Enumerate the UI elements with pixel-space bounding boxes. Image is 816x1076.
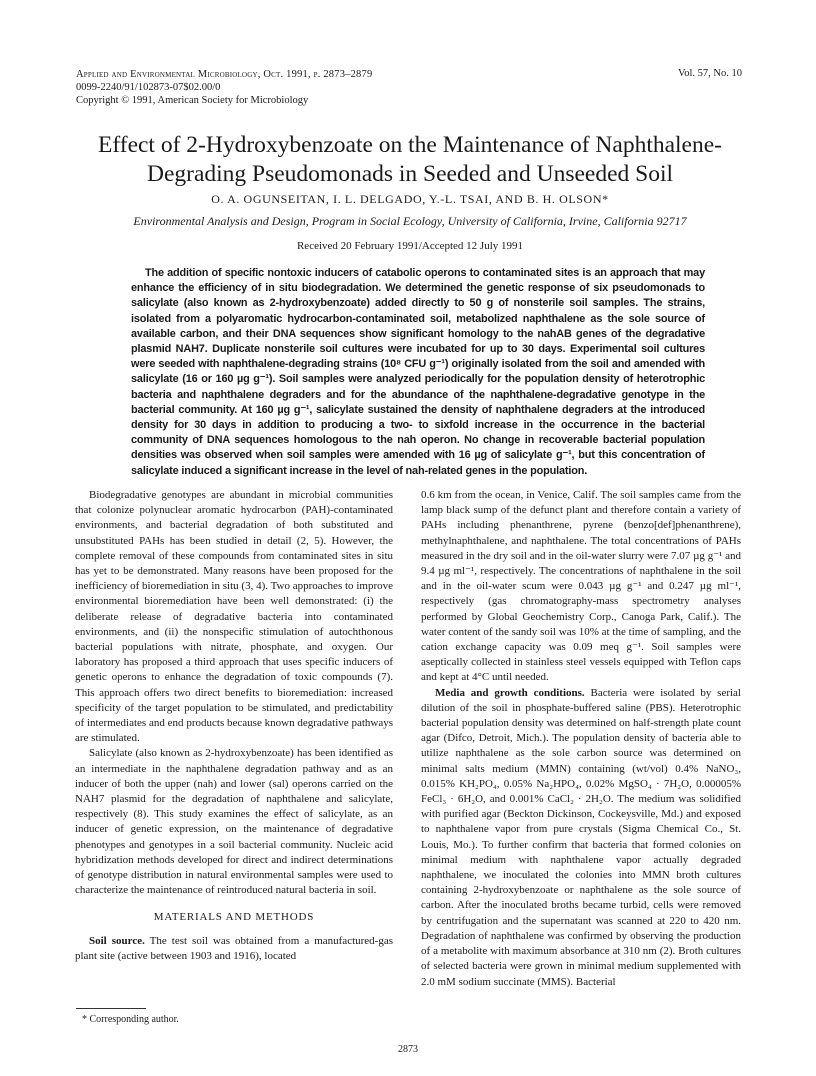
footnote-rule (76, 1008, 146, 1009)
right-column (421, 488, 741, 990)
page-number: 2873 (398, 1044, 418, 1055)
soil-details-paragraph: 0.6 km from the ocean, in Venice, Calif. The soil samples came from the lamp black sump of the defunct plant and therefore contain a variety of PAHs including phenanthrene, pyrene (benzo[def]phenanthrene), methylnaphthalene, and naphthalene. The total concentrations of PAHs measured in the dry soil and in the oil-water slurry were 7.07 µg g⁻¹ and 9.4 µg ml⁻¹, respectively. The concentrations of naphthalene in the soil and in the oil-water scum were 0.043 µg g⁻¹ and 0.247 µg ml⁻¹, respectively (gas chromatography-mass spectrometry analyses performed by Global Geochemistry Corp., Canoga Park, Calif.). The water content of the sandy soil was 10% at the time of sampling, and the cation exchange capacity was 0.09 meq g⁻¹. Soil samples were aseptically collected in stainless steel vessels equipped with Teflon caps and kept at 4°C until needed. (421, 489, 741, 684)
affiliation: Environmental Analysis and Design, Program in Social Ecology, University of California, Irvine, California 92717 (133, 214, 687, 228)
footnote: * Corresponding author. (82, 1014, 179, 1025)
author-list: O. A. OGUNSEITAN, I. L. DELGADO, Y.-L. TSAI, AND B. H. OLSON* (211, 192, 609, 206)
media-text: Bacteria were isolated by serial dilution of the soil in phosphate-buffered saline (PBS). Heterotrophic bacterial population density was determined on half-strength plate count agar (Difco, Detroit, Mich.). The population density of bacteria able to utilize naphthalene as the sole carbon source was determined on minimal salts medium (MMN) containing (wt/vol) 0.4% NaNO₃, 0.015% KH₂PO₄, 0.05% Na₂HPO₄, 0.02% MgSO₄ · 7H₂O, 0.00005% FeCl₃ · 6H₂O, and 0.001% CaCl₂ · 2H₂O. The medium was solidified with purified agar (Beckton Dickinson, Cockeysville, Md.) and exposed to naphthalene vapor from pure crystals (Sigma Chemical Co., St. Louis, Mo.). To further confirm that bacteria that formed colonies on minimal medium with naphthalene vapor actually degraded naphthalene, we inoculated the colonies into MMN broth cultures containing 2-hydroxybenzoate or naphthalene as the sole source of carbon. After the inoculated broths became turbid, cells were removed by centrifugation and the supernatant was scanned at 220 to 420 nm. Degradation of naphthalene was confirmed by observing the production of a metabolite with maximum absorbance at 310 nm (2). Broth cultures of selected bacteria were grown in minimal medium supplemented with 2.0 mM sodium succinate (MMS). Bacterial (421, 686, 741, 988)
soil-source-paragraph (75, 934, 393, 964)
volume-label: Vol. 57, No. 10 (678, 68, 742, 79)
abstract-text: The addition of specific nontoxic inducers of catabolic operons to contaminated sites is an approach that may enhance the efficiency of in situ biodegradation. We determined the genetic response of six pseudomonads to salicylate (also known as 2-hydroxybenzoate) added directly to 50 g of nonsterile soil samples. The strains, isolated from a polyaromatic hydrocarbon-contaminated soil, metabolized naphthalene as the sole source of available carbon, and their DNA sequences show significant homology to the nahAB genes of the degradative plasmid NAH7. Duplicate nonsterile soil cultures were incubated for up to 30 days. Experimental soil cultures were seeded with naphthalene-degrading strains (10⁸ CFU g⁻¹) originally isolated from the soil and amended with salicylate (16 or 160 µg g⁻¹). Soil samples were analyzed periodically for the population density of heterotrophic bacteria and naphthalene degraders and for the abundance of the naphthalene-degradative genotype in the bacterial community. At 160 µg g⁻¹, salicylate sustained the density of naphthalene degraders at the introduced density for 30 days in addition to producing a two- to sixfold increase in the occurrence in the bacterial community of DNA sequences homologous to the nah operon. No change in recoverable bacterial population densities was observed when soil samples were amended with 16 µg of salicylate g⁻¹, but this concentration of salicylate induced a significant increase in the level of nah-related genes in the population. (131, 267, 705, 477)
title-line-1: Effect of 2-Hydroxybenzoate on the Maintenance of Naphthalene- (97, 132, 722, 158)
article-title (60, 131, 760, 189)
media-heading: Media and growth conditions. (435, 686, 585, 699)
soil-source-text: The test soil was obtained from a manufactured-gas plant site (active between 1903 and 1916), located (75, 934, 393, 962)
intro-paragraph-2: Salicylate (also known as 2-hydroxybenzoate) has been identified as an intermediate in the naphthalene degradation pathway and as an inducer of both the upper (nah) and lower (sal) operons carried on the NAH7 plasmid for the degradation of naphthalene and salicylate, respectively (8). This study examines the effect of salicylate, as an inducer of genetic expression, on the maintenance of degradative phenotypes and genotypes in a soil bacterial community. Nucleic acid hybridization methods developed for direct and indirect determinations of genotype distribution in natural environmental samples were used to characterize the maintenance of reintroduced natural bacteria in soil. (75, 747, 393, 897)
intro-paragraph-1: Biodegradative genotypes are abundant in microbial communities that colonize polynuclear aromatic hydrocarbon (PAH)-contaminated environments, and bacterial degradation of both substituted and unsubstituted PAHs has been studied in detail (2, 5). However, the complete removal of these compounds from contaminated sites in situ has yet to be demonstrated. Many reasons have been proposed for the inefficiency of bioremediation in situ (3, 4). Two approaches to improve environmental bioremediation have been well demonstrated: (i) the deliberate release of degradative bacteria into contaminated environments, and (ii) the nonspecific stimulation of autochthonous bacterial populations with nitrate, phosphate, and oxygen. Our laboratory has proposed a third approach that uses specific inducers of genetic operons to enhance the degradation of toxic compounds (7). This approach offers two direct benefits to bioremediation: increased specificity of the target population to be stimulated, and predictability of intermediates and end products because known degradative pathways are stimulated. (75, 489, 393, 745)
left-column (75, 488, 393, 964)
title-line-2: Degrading Pseudomonads in Seeded and Unseeded Soil (146, 161, 674, 187)
journal-header (76, 68, 372, 107)
received-date: Received 20 February 1991/Accepted 12 July 1991 (296, 240, 524, 252)
journal-line: Applied and Environmental Microbiology, Oct. 1991, p. 2873–2879 (76, 69, 373, 80)
soil-source-heading: Soil source. (89, 934, 145, 947)
abstract (131, 266, 705, 479)
code-line: 0099-2240/91/102873-07$02.00/0 (76, 82, 221, 93)
media-paragraph (421, 686, 741, 990)
copyright-line: Copyright © 1991, American Society for Microbiology (76, 95, 309, 106)
section-heading: MATERIALS AND METHODS (153, 911, 315, 924)
